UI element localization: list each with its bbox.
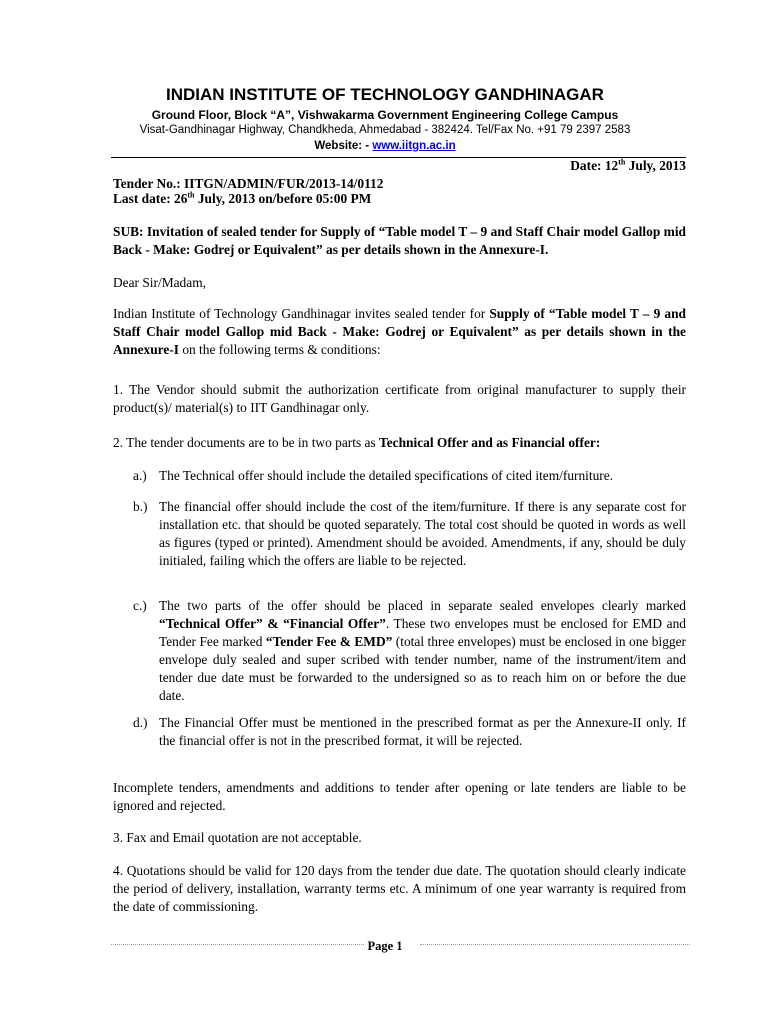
tender-number: Tender No.: IITGN/ADMIN/FUR/2013-14/0112 xyxy=(113,176,384,191)
sub-term-a: a.) The Technical offer should include the detailed specifications of cited item/furniture. xyxy=(133,468,614,483)
intro-paragraph: Indian Institute of Technology Gandhinagar invites sealed tender for Supply of “Table model T – 9 and Staff Chair model Gallop mid Back - Make: Godrej or Equivalent” as per details shown in the Annexure-I on the following terms & conditions: xyxy=(113,306,686,357)
term-4: 4. Quotations should be valid for 120 days from the tender due date. The quotation should clearly indicate the period of delivery, installation, warranty terms etc. A minimum of one year warranty is required from the date of commissioning. xyxy=(113,863,686,914)
website-label: Website: - xyxy=(314,140,373,152)
subject-line: SUB: Invitation of sealed tender for Supply of “Table model T – 9 and Staff Chair model Gallop mid Back - Make: Godrej or Equivalent” as per details shown in the Annexure-I. xyxy=(113,224,686,257)
incomplete-tenders-note: Incomplete tenders, amendments and additions to tender after opening or late tenders are liable to be ignored and rejected. xyxy=(113,780,686,813)
address-line-2: Visat-Gandhinagar Highway, Chandkheda, Ahmedabad - 382424. Tel/Fax No. +91 79 2397 2583 xyxy=(139,124,631,136)
sub-term-c: c.) The two parts of the offer should be placed in separate sealed envelopes clearly marked “Technical Offer” & “Financial Offer”. These two envelopes must be enclosed for EMD and Tender Fee marked “Tender Fee & EMD” (total three envelopes) must be enclosed in one bigger envelope duly sealed and super scribed with tender number, name of the instrument/item and tender due date must be forwarded to the undersigned so as to reach him on or before the due date. xyxy=(133,598,687,703)
last-date: Last date: 26th July, 2013 on/before 05:00 PM xyxy=(113,190,372,206)
salutation: Dear Sir/Madam, xyxy=(113,275,206,290)
sub-term-d: d.) The Financial Offer must be mentioned in the prescribed format as per the Annexure-II only. If the financial offer is not in the prescribed format, it will be rejected. xyxy=(133,715,686,748)
page-number: Page 1 xyxy=(367,939,403,953)
term-2: 2. The tender documents are to be in two parts as Technical Offer and as Financial offer: xyxy=(113,435,601,450)
term-3: 3. Fax and Email quotation are not acceptable. xyxy=(113,830,362,845)
sub-term-b: b.) The financial offer should include the cost of the item/furniture. If there is any separate cost for installation etc. that should be quoted separately. The total cost should be quoted in words as well as figures (typed or printed). Amendment should be avoided. Amendments, if any, should be duly initialed, failing which the offers are liable to be rejected. xyxy=(133,499,686,568)
website-link[interactable]: www.iitgn.ac.in xyxy=(372,140,456,152)
address-line-1: Ground Floor, Block “A”, Vishwakarma Government Engineering College Campus xyxy=(151,108,619,122)
institute-title: INDIAN INSTITUTE OF TECHNOLOGY GANDHINAGAR xyxy=(166,85,604,104)
term-1: 1. The Vendor should submit the authorization certificate from original manufacturer to supply their product(s)/ material(s) to IIT Gandhinagar only. xyxy=(113,382,686,415)
website-line xyxy=(0,140,770,152)
document-date: Date: 12th July, 2013 xyxy=(570,157,686,173)
